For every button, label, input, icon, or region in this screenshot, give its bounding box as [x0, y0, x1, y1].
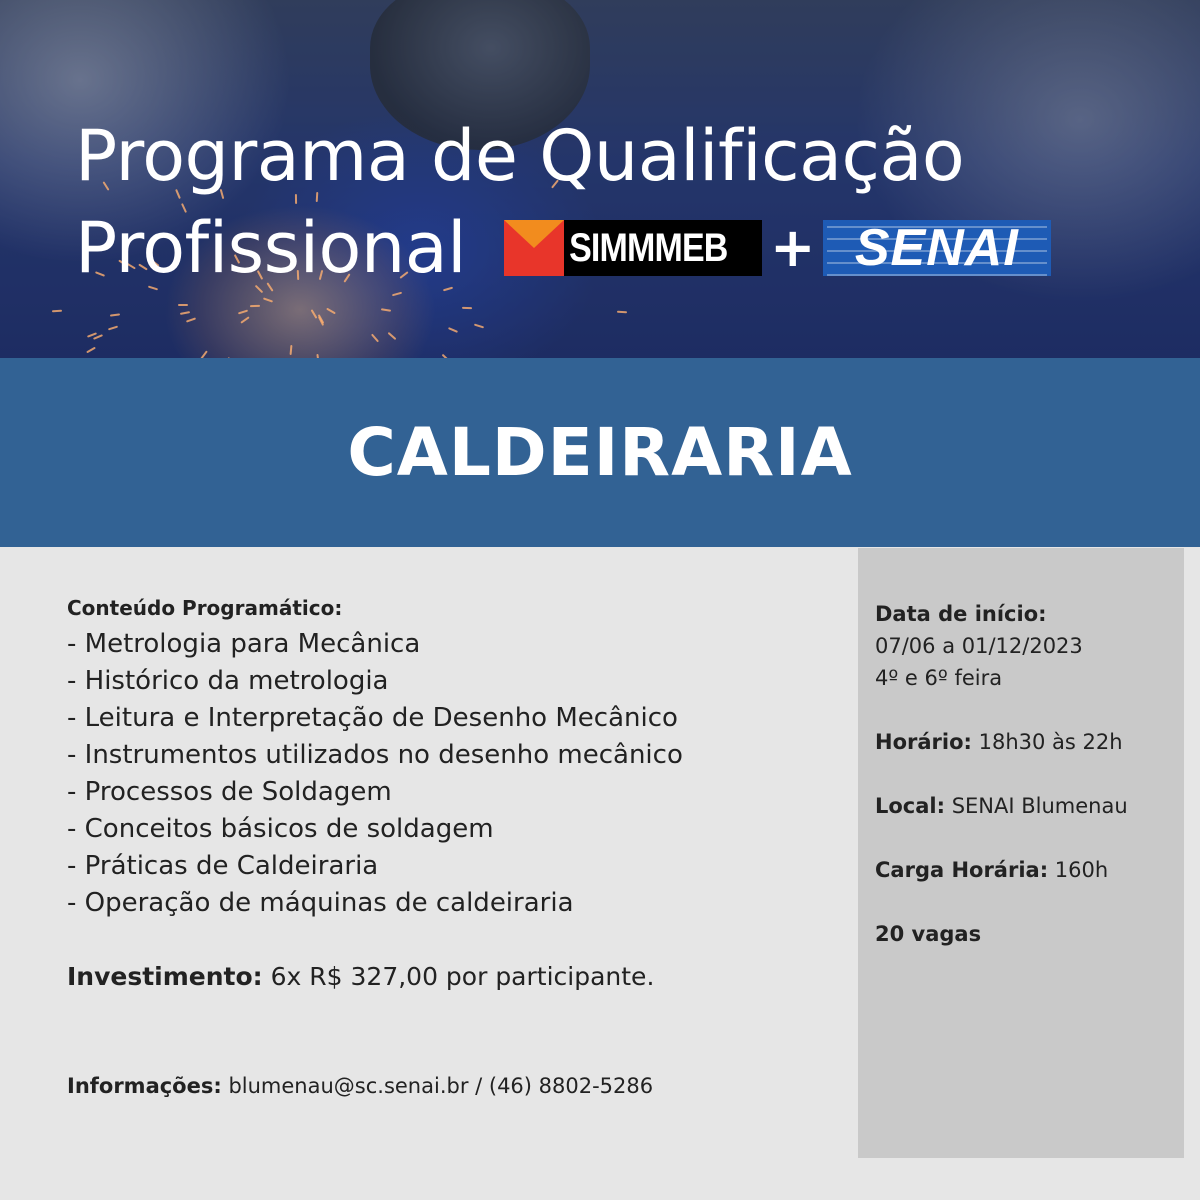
contact-value: blumenau@sc.senai.br / (46) 8802-5286	[221, 1074, 654, 1098]
plus-sign: +	[770, 216, 815, 279]
start-date-range: 07/06 a 01/12/2023	[875, 634, 1083, 658]
senai-logo	[823, 220, 1051, 276]
simmmeb-logo	[504, 220, 762, 276]
vacancies-block	[875, 918, 1175, 950]
schedule-label: Horário:	[875, 730, 972, 754]
spark	[616, 310, 626, 313]
details-panel	[858, 548, 1184, 1158]
workload-value: 160h	[1048, 858, 1109, 882]
course-title: CALDEIRARIA	[347, 414, 853, 491]
investment-value: 6x R$ 327,00 por participante.	[262, 962, 655, 991]
list-item: - Operação de máquinas de caldeiraria	[67, 885, 827, 922]
list-item: - Leitura e Interpretação de Desenho Mecânico	[67, 700, 827, 737]
workload-block	[875, 854, 1175, 886]
list-item: - Metrologia para Mecânica	[67, 626, 827, 663]
location-value: SENAI Blumenau	[945, 794, 1128, 818]
simmmeb-logo-text: SIMMMEB	[569, 226, 728, 270]
start-date-label: Data de início:	[875, 602, 1047, 626]
course-band	[0, 358, 1200, 547]
schedule-value: 18h30 às 22h	[971, 730, 1123, 754]
list-item: - Instrumentos utilizados no desenho mecânico	[67, 737, 827, 774]
spark	[462, 307, 472, 309]
investment-label: Investimento:	[67, 962, 263, 991]
title-line-2-row	[75, 202, 1051, 294]
list-item: - Práticas de Caldeiraria	[67, 848, 827, 885]
location-label: Local:	[875, 794, 946, 818]
contact-info	[67, 1074, 653, 1098]
workload-label: Carga Horária:	[875, 858, 1049, 882]
contact-label: Informações:	[67, 1074, 222, 1098]
simmmeb-logo-mark-icon	[504, 220, 564, 276]
spark	[52, 309, 62, 312]
content-heading: Conteúdo Programático:	[67, 596, 343, 620]
senai-logo-text: SENAI	[854, 219, 1019, 277]
spark	[289, 345, 292, 355]
investment	[67, 962, 654, 991]
title-line-1: Programa de Qualificação	[75, 115, 965, 197]
start-date-block	[875, 598, 1175, 694]
hero-title	[75, 110, 1051, 294]
schedule-block	[875, 726, 1175, 758]
spark	[250, 304, 260, 306]
hero-banner	[0, 0, 1200, 358]
title-line-2: Profissional	[75, 207, 467, 289]
content-list	[67, 626, 827, 922]
class-days: 4º e 6º feira	[875, 666, 1003, 690]
list-item: - Processos de Soldagem	[67, 774, 827, 811]
vacancies: 20 vagas	[875, 922, 982, 946]
list-item: - Histórico da metrologia	[67, 663, 827, 700]
list-item: - Conceitos básicos de soldagem	[67, 811, 827, 848]
program-content	[67, 596, 827, 922]
location-block	[875, 790, 1175, 822]
